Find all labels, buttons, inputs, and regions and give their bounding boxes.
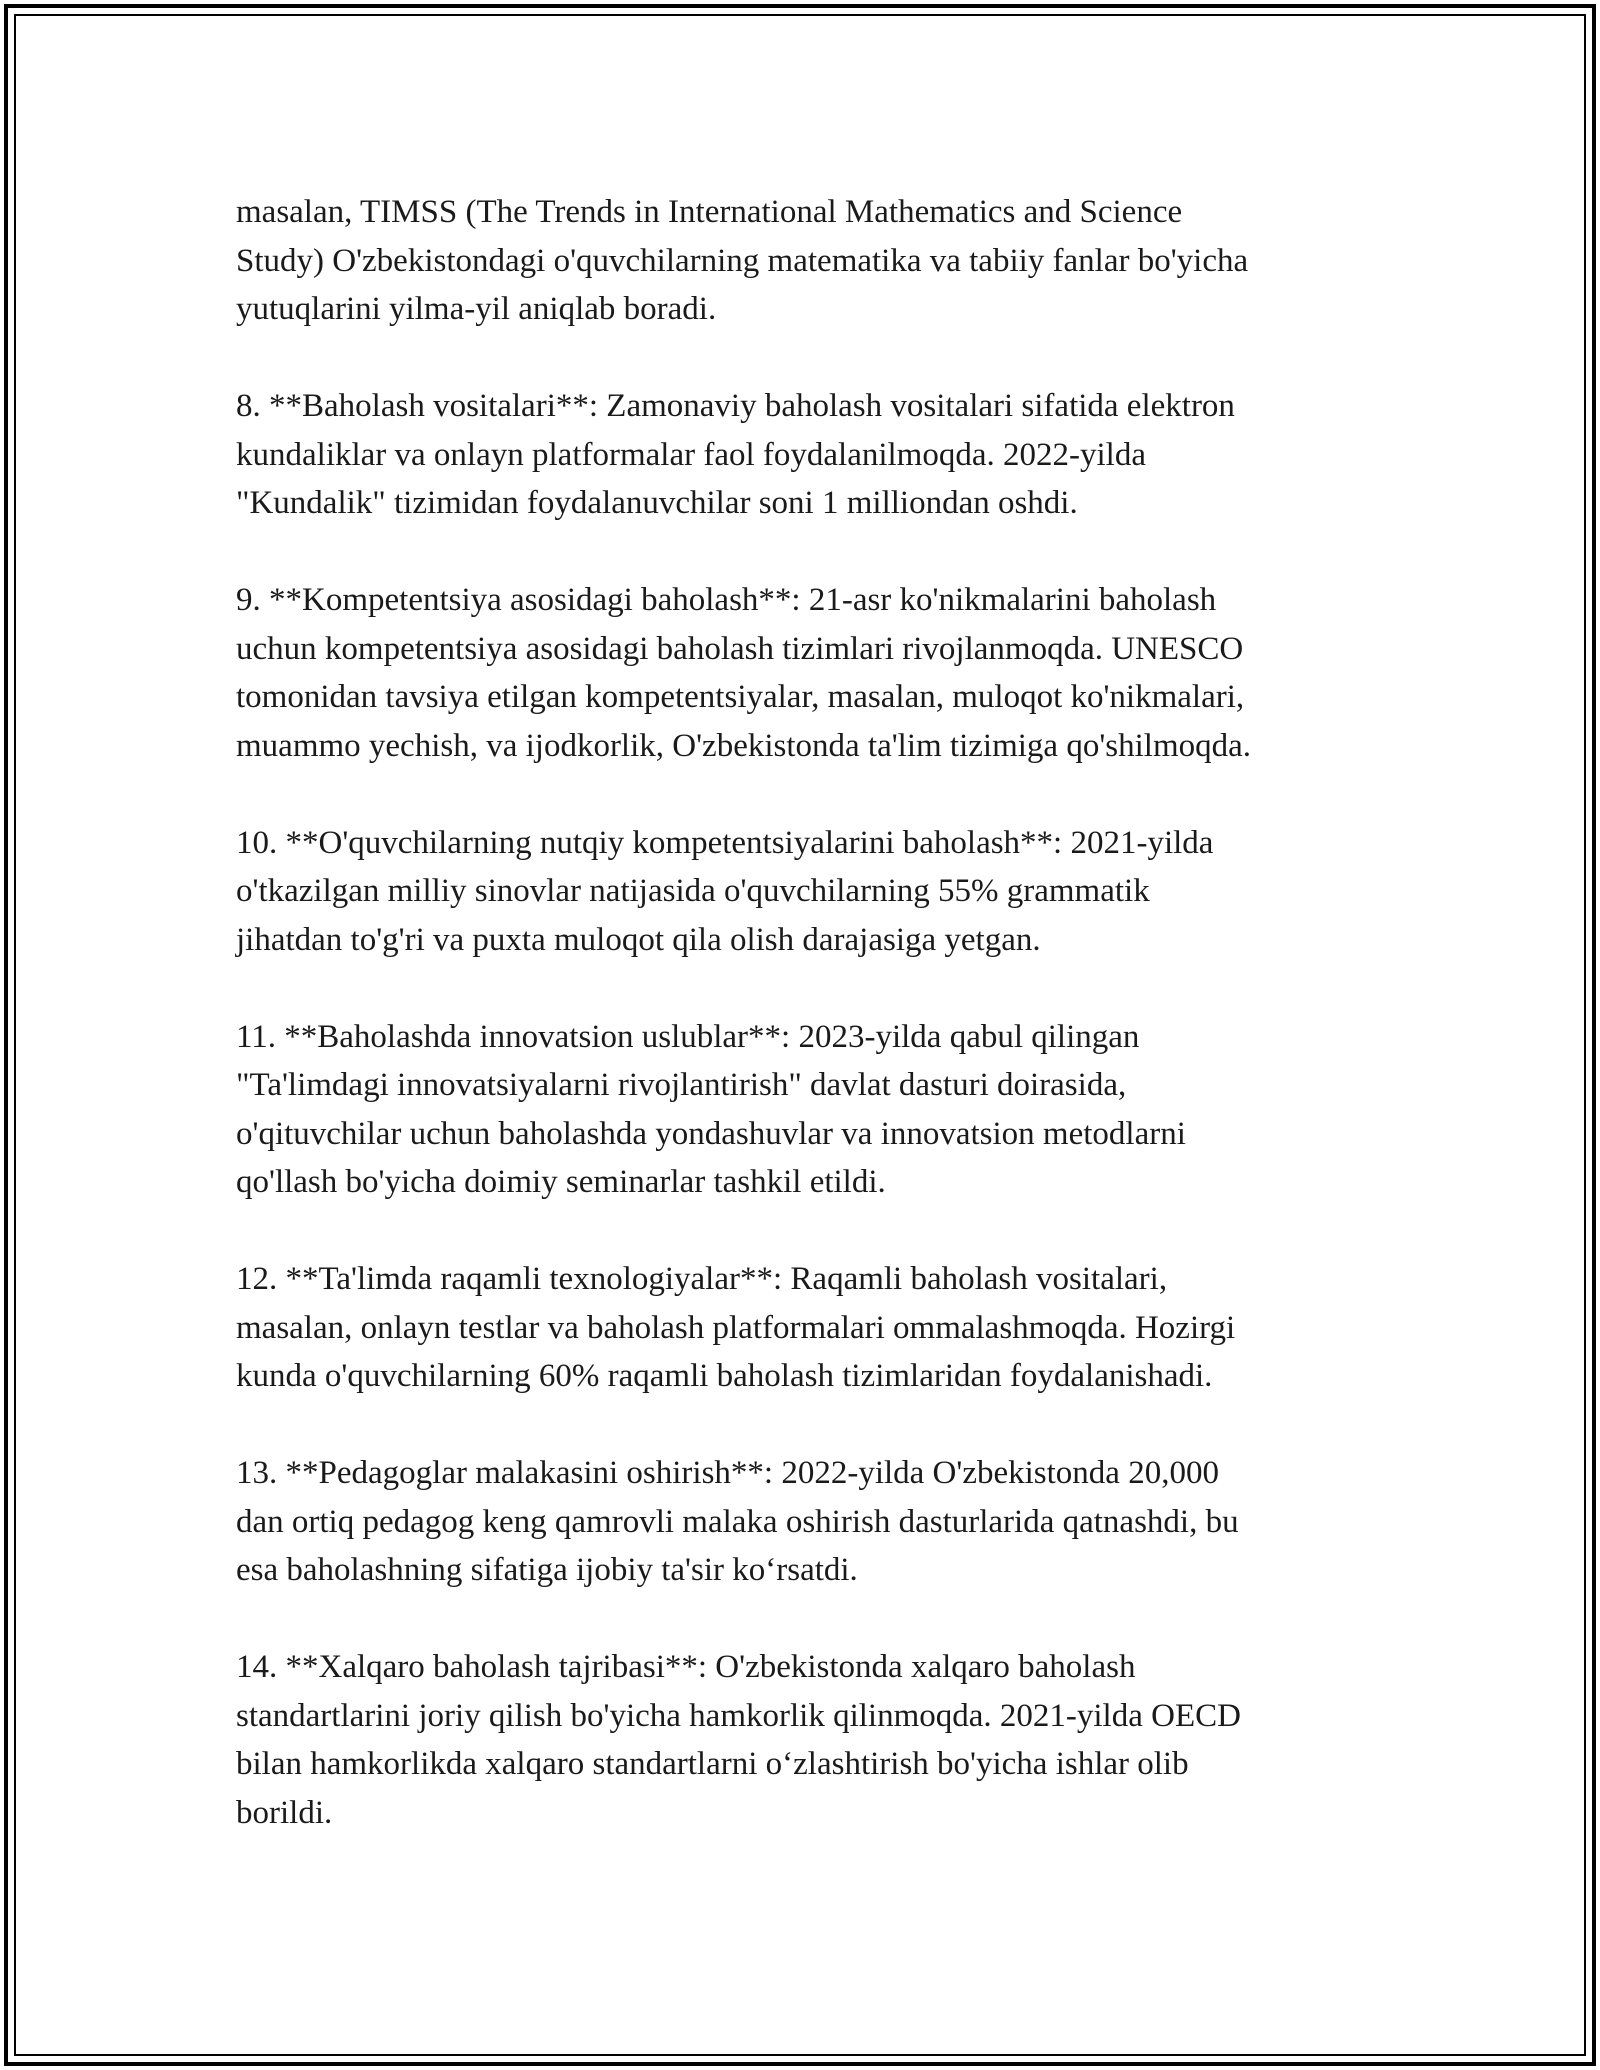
paragraph-timss-continuation: masalan, TIMSS (The Trends in International Mathematics and Science Study) O'zbekistondagi o'quvchilarning matematika va tabiiy fanlar bo'yicha yutuqlarini yilma-yil aniqlab boradi. (236, 194, 1249, 327)
paragraph-item-8: 8. **Baholash vositalari**: Zamonaviy baholash vositalari sifatida elektron kundaliklar va onlayn platformalar faol foydalanilmoqda. 2022-yilda "Kundalik" tizimidan foydalanuvchilar soni 1 milliondan oshdi. (236, 388, 1235, 521)
document-body (236, 188, 1396, 1886)
paragraph-item-11: 11. **Baholashda innovatsion uslublar**: 2023-yilda qabul qilingan "Ta'limdagi innovatsiyalarni rivojlantirish" davlat dasturi doirasida, o'qituvchilar uchun baholashda yondashuvlar va innovatsion metodlarni qo'llash bo'yicha doimiy seminarlar tashkil etildi. (236, 1018, 1186, 1200)
paragraph-item-12: 12. **Ta'limda raqamli texnologiyalar**: Raqamli baholash vositalari, masalan, onlayn testlar va baholash platformalari ommalashmoqda. Hozirgi kunda o'quvchilarning 60% raqamli baholash tizimlaridan foydalanishadi. (236, 1261, 1236, 1394)
paragraph-item-13: 13. **Pedagoglar malakasini oshirish**: 2022-yilda O'zbekistonda 20,000 dan ortiq pedagog keng qamrovli malaka oshirish dasturlarida qatnashdi, bu esa baholashning sifatiga ijobiy ta'sir ko‘rsatdi. (236, 1455, 1239, 1588)
paragraph-item-9: 9. **Kompetentsiya asosidagi baholash**: 21-asr ko'nikmalarini baholash uchun kompetentsiya asosidagi baholash tizimlari rivojlanmoqda. UNESCO tomonidan tavsiya etilgan kompetentsiyalar, masalan, muloqot ko'nikmalari, muammo yechish, va ijodkorlik, O'zbekistonda ta'lim tizimiga qo'shilmoqda. (236, 582, 1252, 764)
paragraph-item-10: 10. **O'quvchilarning nutqiy kompetentsiyalarini baholash**: 2021-yilda o'tkazilgan milliy sinovlar natijasida o'quvchilarning 55% grammatik jihatdan to'g'ri va puxta muloqot qila olish darajasiga yetgan. (236, 824, 1214, 958)
paragraph-item-14: 14. **Xalqaro baholash tajribasi**: O'zbekistonda xalqaro baholash standartlarini joriy qilish bo'yicha hamkorlik qilinmoqda. 2021-yilda OECD bilan hamkorlikda xalqaro standartlarni o‘zlashtirish bo'yicha ishlar olib borildi. (236, 1649, 1241, 1831)
